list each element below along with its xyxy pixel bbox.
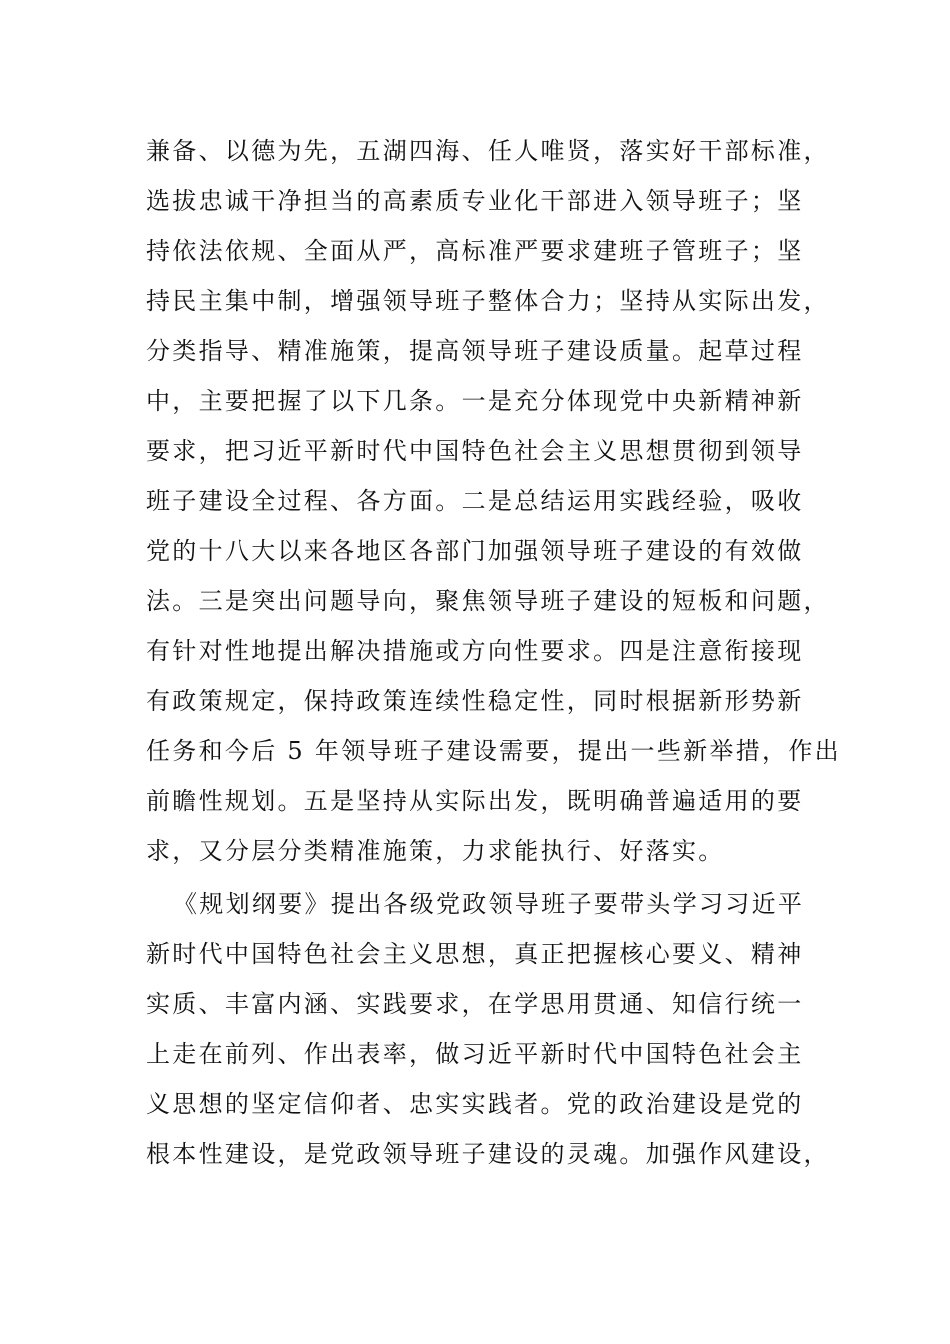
text-line: 法。三是突出问题导向，聚焦领导班子建设的短板和问题， — [146, 587, 830, 615]
text-line: 持依法依规、全面从严，高标准严要求建班子管班子；坚 — [146, 237, 804, 265]
text-line: 义思想的坚定信仰者、忠实实践者。党的政治建设是党的 — [146, 1090, 804, 1118]
text-line: 党的十八大以来各地区各部门加强领导班子建设的有效做 — [146, 537, 804, 565]
text-line: 前瞻性规划。五是坚持从实际出发，既明确普遍适用的要 — [146, 787, 804, 815]
text-line: 选拔忠诚干净担当的高素质专业化干部进入领导班子；坚 — [146, 187, 804, 215]
text-line: 有政策规定，保持政策连续性稳定性，同时根据新形势新 — [146, 687, 804, 715]
text-line: 《规划纲要》提出各级党政领导班子要带头学习习近平 — [173, 890, 805, 918]
text-line: 中，主要把握了以下几条。一是充分体现党中央新精神新 — [146, 387, 804, 415]
text-line: 要求，把习近平新时代中国特色社会主义思想贯彻到领导 — [146, 437, 804, 465]
text-line: 有针对性地提出解决措施或方向性要求。四是注意衔接现 — [146, 637, 804, 665]
text-line: 上走在前列、作出表率，做习近平新时代中国特色社会主 — [146, 1040, 804, 1068]
text-line: 持民主集中制，增强领导班子整体合力；坚持从实际出发， — [146, 287, 830, 315]
text-line: 班子建设全过程、各方面。二是总结运用实践经验，吸收 — [146, 487, 804, 515]
text-line: 新时代中国特色社会主义思想，真正把握核心要义、精神 — [146, 940, 804, 968]
text-line: 实质、丰富内涵、实践要求，在学思用贯通、知信行统一 — [146, 990, 804, 1018]
text-line: 根本性建设，是党政领导班子建设的灵魂。加强作风建设， — [146, 1140, 830, 1168]
text-line: 分类指导、精准施策，提高领导班子建设质量。起草过程 — [146, 337, 804, 365]
text-line: 求，又分层分类精准施策，力求能执行、好落实。 — [146, 837, 725, 865]
text-line: 任务和今后 5 年领导班子建设需要，提出一些新举措，作出 — [146, 737, 841, 765]
text-line: 兼备、以德为先，五湖四海、任人唯贤，落实好干部标准， — [146, 137, 830, 165]
